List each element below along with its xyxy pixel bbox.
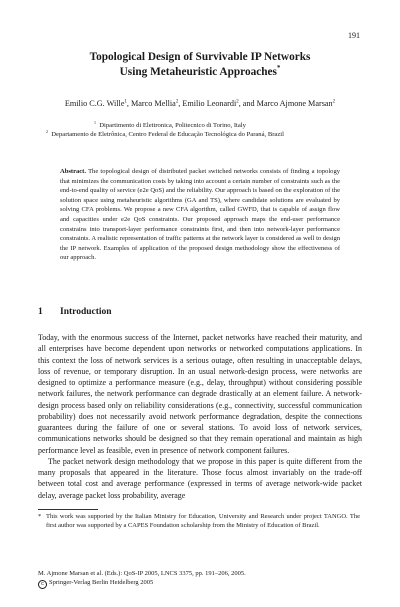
author: Emilio C.G. Wille$^1$	[64, 99, 127, 108]
affiliations	[46, 121, 360, 139]
citation-line: M. Ajmone Marsan et al. (Eds.): QoS-IP 2005, LNCS 3375, pp. 191–206, 2005.	[38, 570, 246, 577]
title-line-2: Using Metaheuristic Approaches*	[119, 65, 281, 78]
page-number: 191	[348, 31, 360, 40]
paper-title	[40, 50, 360, 80]
copyright-icon: c	[38, 580, 47, 589]
affiliation: $^2$ Departamento de Eletrônica, Centro Federal de Educação Tecnológica do Paraná, Brazil	[46, 128, 284, 138]
body-text	[38, 332, 362, 501]
abstract	[60, 167, 340, 263]
citation-block	[38, 569, 246, 589]
section-number: 1	[38, 307, 43, 317]
abstract-label: Abstract.	[60, 168, 86, 175]
section-heading	[38, 307, 112, 317]
author-list: Emilio C.G. Wille$^1$, Marco Mellia$^2$, Emilio Leonardi$^2$, and Marco Ajmone Marsan$^2$	[64, 99, 336, 108]
footnote-rule	[38, 509, 98, 510]
author: Marco Mellia$^2$	[131, 99, 179, 108]
title-line-1: Topological Design of Survivable IP Networks	[89, 51, 311, 63]
section-title: Introduction	[60, 307, 112, 317]
copyright-line: c Springer-Verlag Berlin Heidelberg 2005	[38, 578, 246, 589]
author: Emilio Leonardi$^2$	[182, 99, 239, 108]
paragraph: The packet network design methodology that we propose in this paper is quite different from the many proposals that appeared in the literature. Those focus almost invariably on the trade-off between total cost and average performance (expressed in terms of average network-wide packet delay, average packet loss probability, average	[38, 456, 362, 500]
paragraph: Today, with the enormous success of the Internet, packet networks have reached their maturity, and all enterprises have become dependent upon networks or networked computations applications. In this context the loss of network services is a serious outage, often resulting in unacceptable delays, loss of revenue, or temporary disruption. In an usual network-design process, were networks are designed to optimize a performance measure (e.g., delay, throughput) without considering possible network failures, the network performance can degrade drastically at an element failure. A network-design process based only on reliability considerations (e.g., connectivity, successful communication probability) does not necessarily avoid network performance degradation, despite the connections guarantees during the failure of one or several stations. To avoid loss of network services, communications networks should be designed so that they remain operational and maintain as high performance level as feasible, even in presence of network component failures.	[38, 333, 362, 455]
footnote	[38, 512, 362, 530]
title-footnote-mark: *	[276, 65, 281, 73]
footnote-mark: *	[38, 513, 42, 520]
abstract-text: The topological design of distributed packet switched networks consists of finding a topology that minimizes the communication costs by taking into account a certain number of constraints such as the end-to-end quality of service (e2e QoS) and the reliability. Our approach is based on the exploration of the solution space using metaheuristic algorithms (GA and TS), where candidate solutions are evaluated by solving CFA problems. We propose a new CFA algorithm, called GWFD, that is capable of assign flow and capacities under e2e QoS constraints. Our proposed approach maps the end-user performance constrains into transport-layer performance constraints first, and then into network-layer performance constraints. A realistic representation of traffic patterns at the network layer is considered as well to design the IP network. Examples of application of the proposed design methodology show the effectiveness of our approach.	[60, 168, 340, 262]
author: Marco Ajmone Marsan$^2$	[256, 99, 336, 108]
affiliation: $^1$ Dipartimento di Elettronica, Politecnico di Torino, Italy	[94, 119, 246, 129]
footnote-text: This work was supported by the Italian Ministry for Education, University and Research under project TANGO. The first author was supported by a CAPES Foundation scholarship from the Ministry of Education of Brazil.	[46, 513, 360, 529]
